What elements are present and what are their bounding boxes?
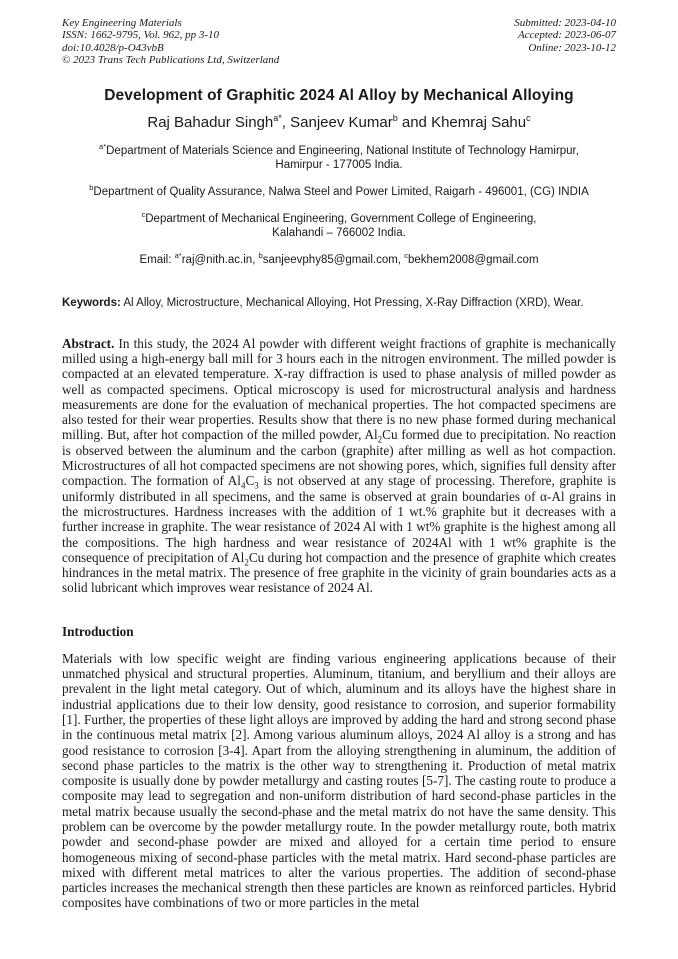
submitted-date: Submitted: 2023-04-10: [514, 17, 616, 29]
affiliation-a: $^{a*}$Department of Materials Science and Engineering, National Institute of Technology Hamirpur, Hamirpur - 177005 India.: [99, 142, 579, 172]
submission-dates-block: [514, 17, 616, 66]
affiliation-c: $^c$Department of Mechanical Engineering, Government College of Engineering, Kalahandi – 766002 India.: [141, 210, 537, 240]
section-heading-introduction: Introduction: [62, 623, 134, 639]
email-line: Email: $^{a*}$raj@nith.ac.in, $^b$sanjeevphy85@gmail.com, $^c$bekhem2008@gmail.com: [139, 251, 539, 267]
abstract-paragraph: Abstract. In this study, the 2024 Al powder with different weight fractions of graphite is mechanically milled using a high-energy ball mill for 3 hours each in the nitrogen environment. The milled powder is compacted at an elevated temperature. X-ray diffraction is used to phase analysis of milled powder as well as compacted specimens. Optical microscopy is used for microstructural analysis and hardness measurements are done for the evaluation of mechanical properties. The hot compacted specimens are also tested for their wear properties. Results show that there is no new phase formed during mechanical milling. But, after hot compaction of the milled powder, $Al_2Cu$ formed due to precipitation. No reaction is observed between the aluminum and the carbon (graphite) after milling as well as hot compaction. Microstructures of all hot compacted specimens are not showing pores, which, signifies full density after compaction. The formation of $Al_4C_3$ is not observed at any stage of processing. Therefore, graphite is uniformly distributed in all specimens, and the same is observed at grain boundaries of α-Al grains in the microstructures. Hardness increases with the addition of 1 wt.% graphite but it decreases with a further increase in graphite. The wear resistance of 2024 Al with 1 wt% graphite is the highest among all the compositions. The high hardness and wear resistance of 2024Al with 1 wt% graphite is the consequence of precipitation of $Al_2Cu$ during hot compaction and the presence of graphite which creates hindrances in the metal matrix. The presence of free graphite in the vicinity of grain boundaries acts as a solid lubricant which improves wear resistance of 2024 Al.: [62, 335, 617, 596]
paper-title: Development of Graphitic 2024 Al Alloy by Mechanical Alloying: [104, 87, 574, 105]
journal-issn-volume: ISSN: 1662-9795, Vol. 962, pp 3-10: [62, 29, 220, 42]
journal-copyright: © 2023 Trans Tech Publications Ltd, Switzerland: [62, 53, 280, 66]
journal-doi: doi:10.4028/p-O43vbB: [62, 41, 164, 54]
affiliation-b: $^b$Department of Quality Assurance, Nalwa Steel and Power Limited, Raigarh - 496001, (CG) INDIA: [89, 183, 589, 199]
introduction-paragraph: Materials with low specific weight are finding various engineering applications because of their unmatched physical and structural properties. Aluminum, titanium, and beryllium and their alloys are prevalent in the light metal category. Out of which, aluminum and its alloys have the highest share in industrial applications due to their low density, good resistance to corrosion, and superior formability [1]. Further, the properties of these light alloys are improved by adding the hard and strong second phase in the continuous metal matrix [2]. Among various aluminum alloys, 2024 Al alloy is a strong and has good resistance to corrosion [3-4]. Apart from the alloying strengthening in aluminum, the addition of second phase particles to the matrix is the other way to strengthening it. Production of metal matrix composite is usually done by powder metallurgy and casting routes [5-7]. The casting route to produce a composite may lead to segregation and non-uniform distribution of hard second-phase particles in the metal matrix because usually the second-phase and the metal matrix do not have the same density. This problem can be overcome by the powder metallurgy route. In the powder metallurgy route, both matrix powder and second-phase powder are mixed and alloyed for a certain time period to ensure homogeneous mixing of second-phase particles with the metal matrix. Hard second-phase particles are mixed with different metal matrices to alter the various properties. The addition of second-phase particles increases the mechanical strength then these particles are known as reinforced particles. Hybrid composites have combinations of two or more particles in the metal: [62, 650, 616, 911]
online-date: Online: 2023-10-12: [528, 41, 616, 54]
authors-line: Raj Bahadur Singh$^{a*}$, Sanjeev Kumar$^b$ and Khemraj Sahu$^c$: [147, 113, 531, 132]
journal-header: [62, 17, 616, 66]
keywords-line: Keywords: Al Alloy, Microstructure, Mechanical Alloying, Hot Pressing, X-Ray Diffraction (XRD), Wear.: [62, 297, 584, 310]
journal-info-block: [62, 17, 279, 66]
journal-name: Key Engineering Materials: [62, 17, 182, 29]
accepted-date: Accepted: 2023-06-07: [517, 29, 616, 42]
